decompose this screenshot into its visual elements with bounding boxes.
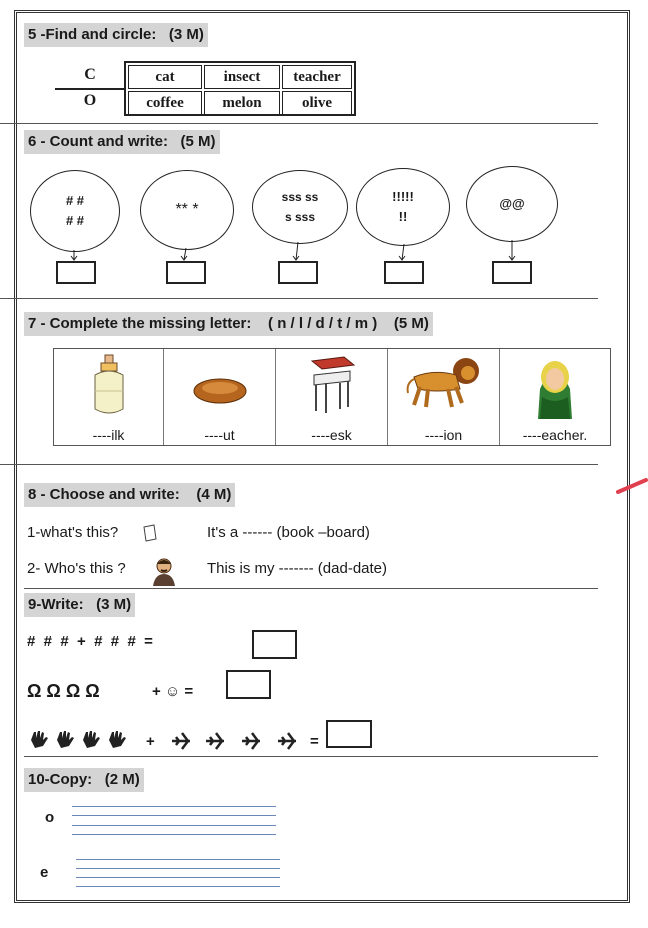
q5-title: 5 -Find and circle: — [28, 26, 157, 43]
answer-box[interactable] — [326, 720, 372, 748]
q9-title: 9-Write: — [28, 596, 84, 613]
q8-question-1: 1-what's this? — [27, 524, 119, 541]
q9-plus: + — [146, 733, 155, 750]
q9-equals: = — [310, 733, 319, 750]
q7-header — [24, 312, 433, 336]
teacher-icon — [528, 353, 582, 421]
answer-box[interactable] — [56, 261, 96, 284]
q7-marks: (5 M) — [393, 315, 429, 332]
section-divider — [0, 464, 598, 465]
q6-title: 6 - Count and write: — [28, 133, 168, 150]
lion-icon — [404, 353, 484, 419]
q5-word[interactable]: olive — [282, 91, 352, 115]
q7-cell — [54, 349, 164, 445]
q7-title: 7 - Complete the missing letter: — [28, 315, 252, 332]
copy-line[interactable] — [72, 825, 276, 826]
q7-word: ----esk — [311, 427, 352, 443]
airplane-icons — [170, 730, 306, 752]
q8-answer-2[interactable]: This is my ------- (dad-date) — [207, 560, 388, 577]
section-divider — [24, 588, 598, 589]
q5-word[interactable]: teacher — [282, 65, 352, 89]
q7-word: ----eacher. — [522, 427, 588, 443]
copy-line[interactable] — [76, 877, 280, 878]
q9-equation-1: # # # + # # # = — [27, 633, 153, 650]
count-bubble: ** * — [140, 170, 234, 250]
q8-marks: (4 M) — [196, 486, 232, 503]
hand-icons — [27, 728, 137, 752]
q5-word[interactable]: cat — [128, 65, 202, 89]
answer-box[interactable] — [226, 670, 271, 699]
copy-line[interactable] — [76, 859, 280, 860]
q5-word[interactable]: melon — [204, 91, 280, 115]
milk-bottle-icon — [87, 353, 131, 419]
q5-letter-c: C — [84, 66, 96, 83]
count-bubble: @@ — [466, 166, 558, 242]
q5-letter-o: O — [83, 92, 97, 109]
q10-header — [24, 768, 144, 792]
q6-marks: (5 M) — [180, 133, 216, 150]
copy-line[interactable] — [72, 806, 276, 807]
q8-question-2: 2- Who's this ? — [27, 560, 126, 577]
q5-marks: (3 M) — [168, 26, 204, 43]
q9-header — [24, 593, 135, 617]
q8-header — [24, 483, 235, 507]
pen-mark-icon — [616, 476, 648, 496]
q9-equation-2: + ☺ = — [152, 683, 194, 700]
q7-picture-table — [53, 348, 611, 446]
q7-word: ----ut — [204, 427, 235, 443]
answer-box[interactable] — [492, 261, 532, 284]
copy-line[interactable] — [72, 834, 276, 835]
copy-line[interactable] — [76, 886, 280, 887]
q5-word[interactable]: insect — [204, 65, 280, 89]
section-divider — [0, 298, 598, 299]
answer-box[interactable] — [278, 261, 318, 284]
count-bubble: sss ss s sss — [252, 170, 348, 244]
q7-cell — [164, 349, 276, 445]
man-icon — [151, 556, 177, 586]
q7-letter-options: ( n / l / d / t / m ) — [268, 315, 378, 332]
q7-cell — [276, 349, 388, 445]
q7-word: ----ion — [424, 427, 463, 443]
q7-cell — [500, 349, 610, 445]
copy-line[interactable] — [76, 868, 280, 869]
bubble-pointers — [0, 0, 648, 300]
q8-title: 8 - Choose and write: — [28, 486, 180, 503]
section-divider — [24, 756, 598, 757]
q8-answer-1[interactable]: It's a ------ (book –board) — [207, 524, 370, 541]
copy-letter-o: o — [45, 809, 55, 826]
answer-box[interactable] — [166, 261, 206, 284]
copy-letter-e: e — [40, 864, 49, 881]
count-bubble: # # # # — [30, 170, 120, 252]
q9-omega-group: Ω Ω Ω Ω — [27, 681, 100, 701]
count-bubble: !!!!! !! — [356, 168, 450, 246]
q5-word[interactable]: coffee — [128, 91, 202, 115]
q10-marks: (2 M) — [104, 771, 140, 788]
book-icon — [140, 523, 160, 543]
q9-marks: (3 M) — [96, 596, 132, 613]
copy-line[interactable] — [72, 815, 276, 816]
q7-word: ----ilk — [92, 427, 125, 443]
desk-icon — [304, 353, 360, 419]
answer-box[interactable] — [252, 630, 297, 659]
q7-cell — [388, 349, 500, 445]
answer-box[interactable] — [384, 261, 424, 284]
q10-title: 10-Copy: — [28, 771, 93, 788]
nut-icon — [190, 353, 250, 419]
